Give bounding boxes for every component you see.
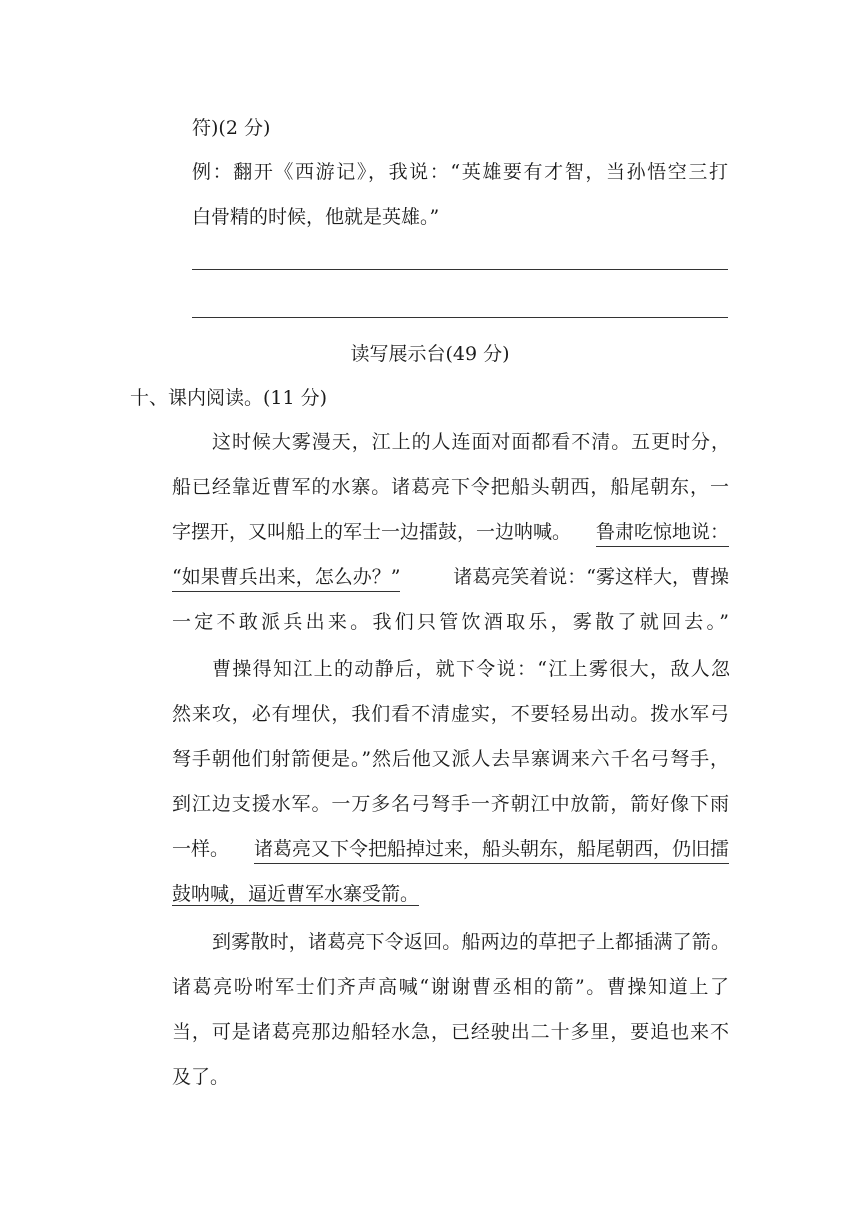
passage-line: 弩手朝他们射箭便是。”然后他又派人去旱寨调来六千名弓弩手， [172, 748, 729, 770]
answer-line-2[interactable] [192, 317, 728, 318]
passage-line: 诸葛亮吩咐军士们齐声高喊“谢谢曹丞相的箭”。曹操知道上了 [172, 976, 729, 998]
example-line-2: 白骨精的时候，他就是英雄。” [192, 206, 440, 228]
passage-line [172, 563, 729, 592]
passage-line: 及了。 [172, 1066, 230, 1088]
section-title: 读写展示台(49 分) [350, 343, 510, 365]
underlined-sentence: “如果曹兵出来，怎么办？” [172, 563, 400, 592]
passage-line: 这时候大雾漫天，江上的人连面对面都看不清。五更时分， [212, 431, 730, 453]
prev-question-tail: 符)(2 分) [192, 117, 271, 139]
passage-line: 到江边支援水军。一万多名弓弩手一齐朝江中放箭，箭好像下雨 [172, 793, 729, 815]
question-heading: 十、课内阅读。(11 分) [130, 387, 328, 409]
passage-line: 一定不敢派兵出来。我们只管饮酒取乐，雾散了就回去。” [172, 611, 729, 633]
example-line-1: 例：翻开《西游记》，我说：“英雄要有才智，当孙悟空三打 [192, 161, 728, 183]
passage-line [172, 880, 419, 908]
passage-text: 一样。 [172, 838, 230, 860]
passage-line: 曹操得知江上的动静后，就下令说：“江上雾很大，敌人忽 [212, 658, 730, 680]
passage-line: 当，可是诸葛亮那边船轻水急，已经驶出二十多里，要追也来不 [172, 1021, 729, 1043]
passage-text: 诸葛亮笑着说：“雾这样大，曹操 [453, 566, 729, 588]
passage-text: 字摆开，又叫船上的军士一边擂鼓，一边呐喊。 [172, 521, 572, 543]
passage-line: 船已经靠近曹军的水寨。诸葛亮下令把船头朝西，船尾朝东，一 [172, 476, 729, 498]
passage-line: 然来攻，必有埋伏，我们看不清虚实，不要轻易出动。拨水军弓 [172, 703, 729, 725]
passage-line: 到雾散时，诸葛亮下令返回。船两边的草把子上都插满了箭。 [212, 931, 730, 953]
answer-line-1[interactable] [192, 269, 728, 270]
underlined-sentence: 鲁肃吃惊地说： [596, 518, 729, 547]
underlined-sentence: 诸葛亮又下令把船掉过来，船头朝东，船尾朝西，仍旧擂 [254, 835, 729, 864]
passage-line [172, 835, 729, 864]
underlined-sentence: 鼓呐喊，逼近曹军水寨受箭。 [172, 883, 420, 905]
passage-line [172, 518, 729, 547]
